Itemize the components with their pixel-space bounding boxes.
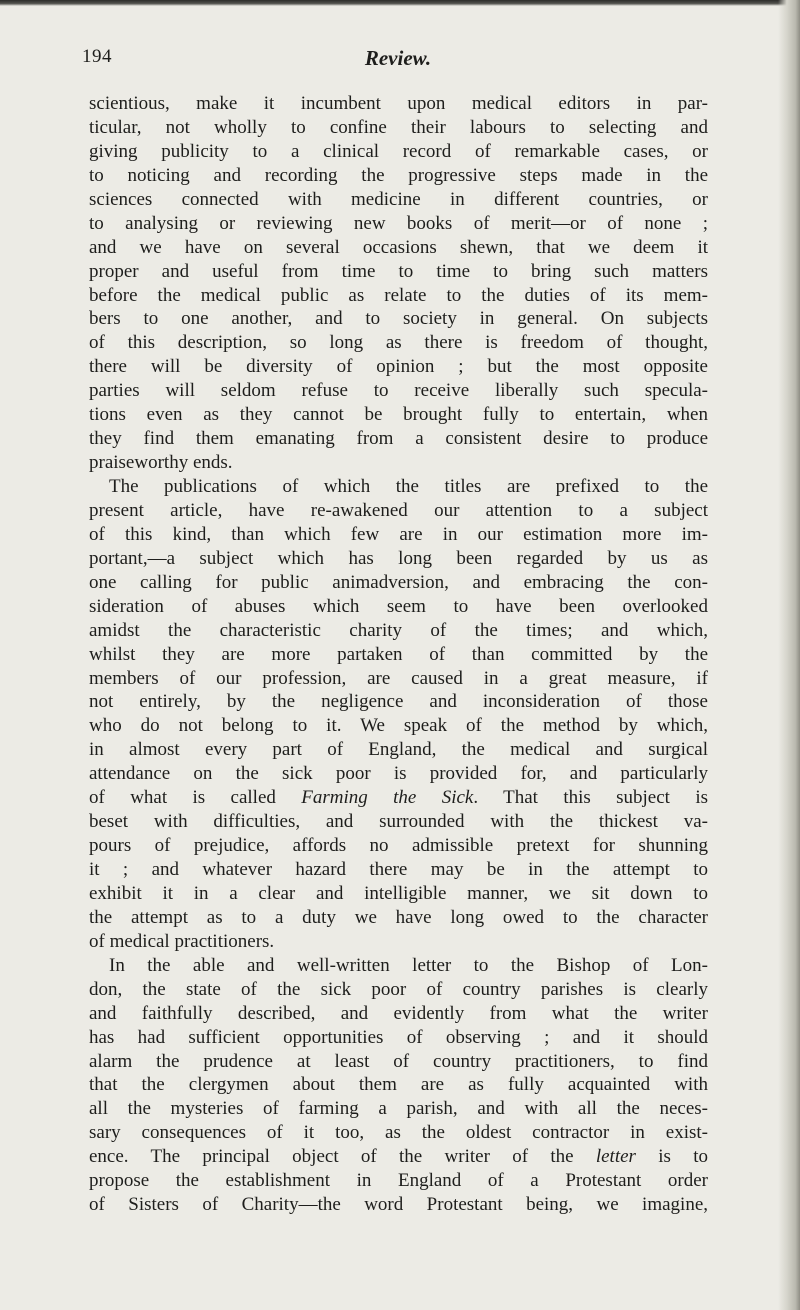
line-text-after: is to xyxy=(635,1146,708,1168)
text-line: don, the state of the sick poor of country parishes is clearly xyxy=(89,978,708,1000)
text-line: pours of prejudice, affords no admissible pretext for shunning xyxy=(89,835,708,857)
text-line: of Sisters of Charity—the word Protestant being, we imagine, xyxy=(89,1194,708,1216)
text-line: bers to one another, and to society in general. On subjects xyxy=(89,308,708,330)
text-line: before the medical public as relate to the duties of its mem- xyxy=(89,284,708,306)
page-number: 194 xyxy=(82,46,112,67)
text-line: of this description, so long as there is freedom of thought, xyxy=(89,332,708,354)
text-line: it ; and whatever hazard there may be in the attempt to xyxy=(89,859,708,880)
text-line: tions even as they cannot be brought fully to entertain, when xyxy=(89,404,708,426)
text-line: exhibit it in a clear and intelligible manner, we sit down to xyxy=(89,882,708,904)
text-line: praiseworthy ends. xyxy=(89,452,233,474)
text-line: portant,—a subject which has long been regarded by us as xyxy=(89,547,708,569)
text-line: attendance on the sick poor is provided for, and particularly xyxy=(89,763,708,785)
text-line: all the mysteries of farming a parish, and with all the neces- xyxy=(89,1098,708,1120)
text-line: whilst they are more partaken of than committed by the xyxy=(89,643,708,665)
text-line: in almost every part of England, the medical and surgical xyxy=(89,739,708,761)
text-line: propose the establishment in England of a Protestant order xyxy=(89,1170,708,1192)
text-line: beset with difficulties, and surrounded with the thickest va- xyxy=(89,811,708,833)
line-text-before: of what is called xyxy=(89,787,302,809)
paragraph-start-line: In the able and well-written letter to the Bishop of Lon- xyxy=(109,954,708,976)
text-line: amidst the characteristic charity of the times; and which, xyxy=(89,619,708,641)
body-text xyxy=(89,92,708,1217)
text-line: sary consequences of it too, as the oldest contractor in exist- xyxy=(89,1122,708,1144)
text-line: sideration of abuses which seem to have been overlooked xyxy=(89,595,708,617)
text-line: giving publicity to a clinical record of remarkable cases, or xyxy=(89,140,708,162)
text-line: proper and useful from time to time to bring such matters xyxy=(89,260,708,282)
line-text-after: . That this subject is xyxy=(473,787,708,809)
text-line: of medical practitioners. xyxy=(89,930,275,952)
text-line: that the clergymen about them are as fully acquainted with xyxy=(89,1074,708,1096)
paragraph-start-line: The publications of which the titles are prefixed to the xyxy=(109,476,708,497)
italic-phrase: Farming the Sick xyxy=(301,787,474,809)
text-line: of this kind, than which few are in our estimation more im- xyxy=(89,523,708,545)
text-line: one calling for public animadversion, and embracing the con- xyxy=(89,571,708,593)
text-line: and faithfully described, and evidently from what the writer xyxy=(89,1002,708,1024)
text-line: sciences connected with medicine in different countries, or xyxy=(89,188,708,210)
running-head: Review. xyxy=(364,46,432,70)
text-line: to noticing and recording the progressive steps made in the xyxy=(89,164,708,186)
text-line: ticular, not wholly to confine their labours to selecting and xyxy=(89,116,708,138)
text-line: has had sufficient opportunities of observing ; and it should xyxy=(89,1026,708,1048)
text-line-with-italic xyxy=(89,1145,708,1169)
text-line: and we have on several occasions shewn, that we deem it xyxy=(89,236,708,258)
text-line: not entirely, by the negligence and inconsideration of those xyxy=(89,691,708,713)
text-line: to analysing or reviewing new books of merit—or of none ; xyxy=(89,212,708,234)
top-page-edge xyxy=(0,0,800,6)
text-line: scientious, make it incumbent upon medical editors in par- xyxy=(89,93,708,114)
page-fore-edge xyxy=(778,0,800,1310)
text-line: they find them emanating from a consistent desire to produce xyxy=(89,428,708,450)
text-line-with-italic xyxy=(89,786,708,810)
text-line: there will be diversity of opinion ; but the most opposite xyxy=(89,356,708,378)
text-line: who do not belong to it. We speak of the method by which, xyxy=(89,715,708,737)
text-line: members of our profession, are caused in a great measure, if xyxy=(89,667,708,689)
text-line: parties will seldom refuse to receive liberally such specula- xyxy=(89,380,708,402)
italic-word: letter xyxy=(595,1146,636,1168)
text-line: present article, have re-awakened our attention to a subject xyxy=(89,499,708,521)
line-text-before: ence. The principal object of the writer of the xyxy=(89,1146,596,1168)
text-line: alarm the prudence at least of country practitioners, to find xyxy=(89,1050,708,1072)
text-line: the attempt as to a duty we have long owed to the character xyxy=(89,906,708,928)
